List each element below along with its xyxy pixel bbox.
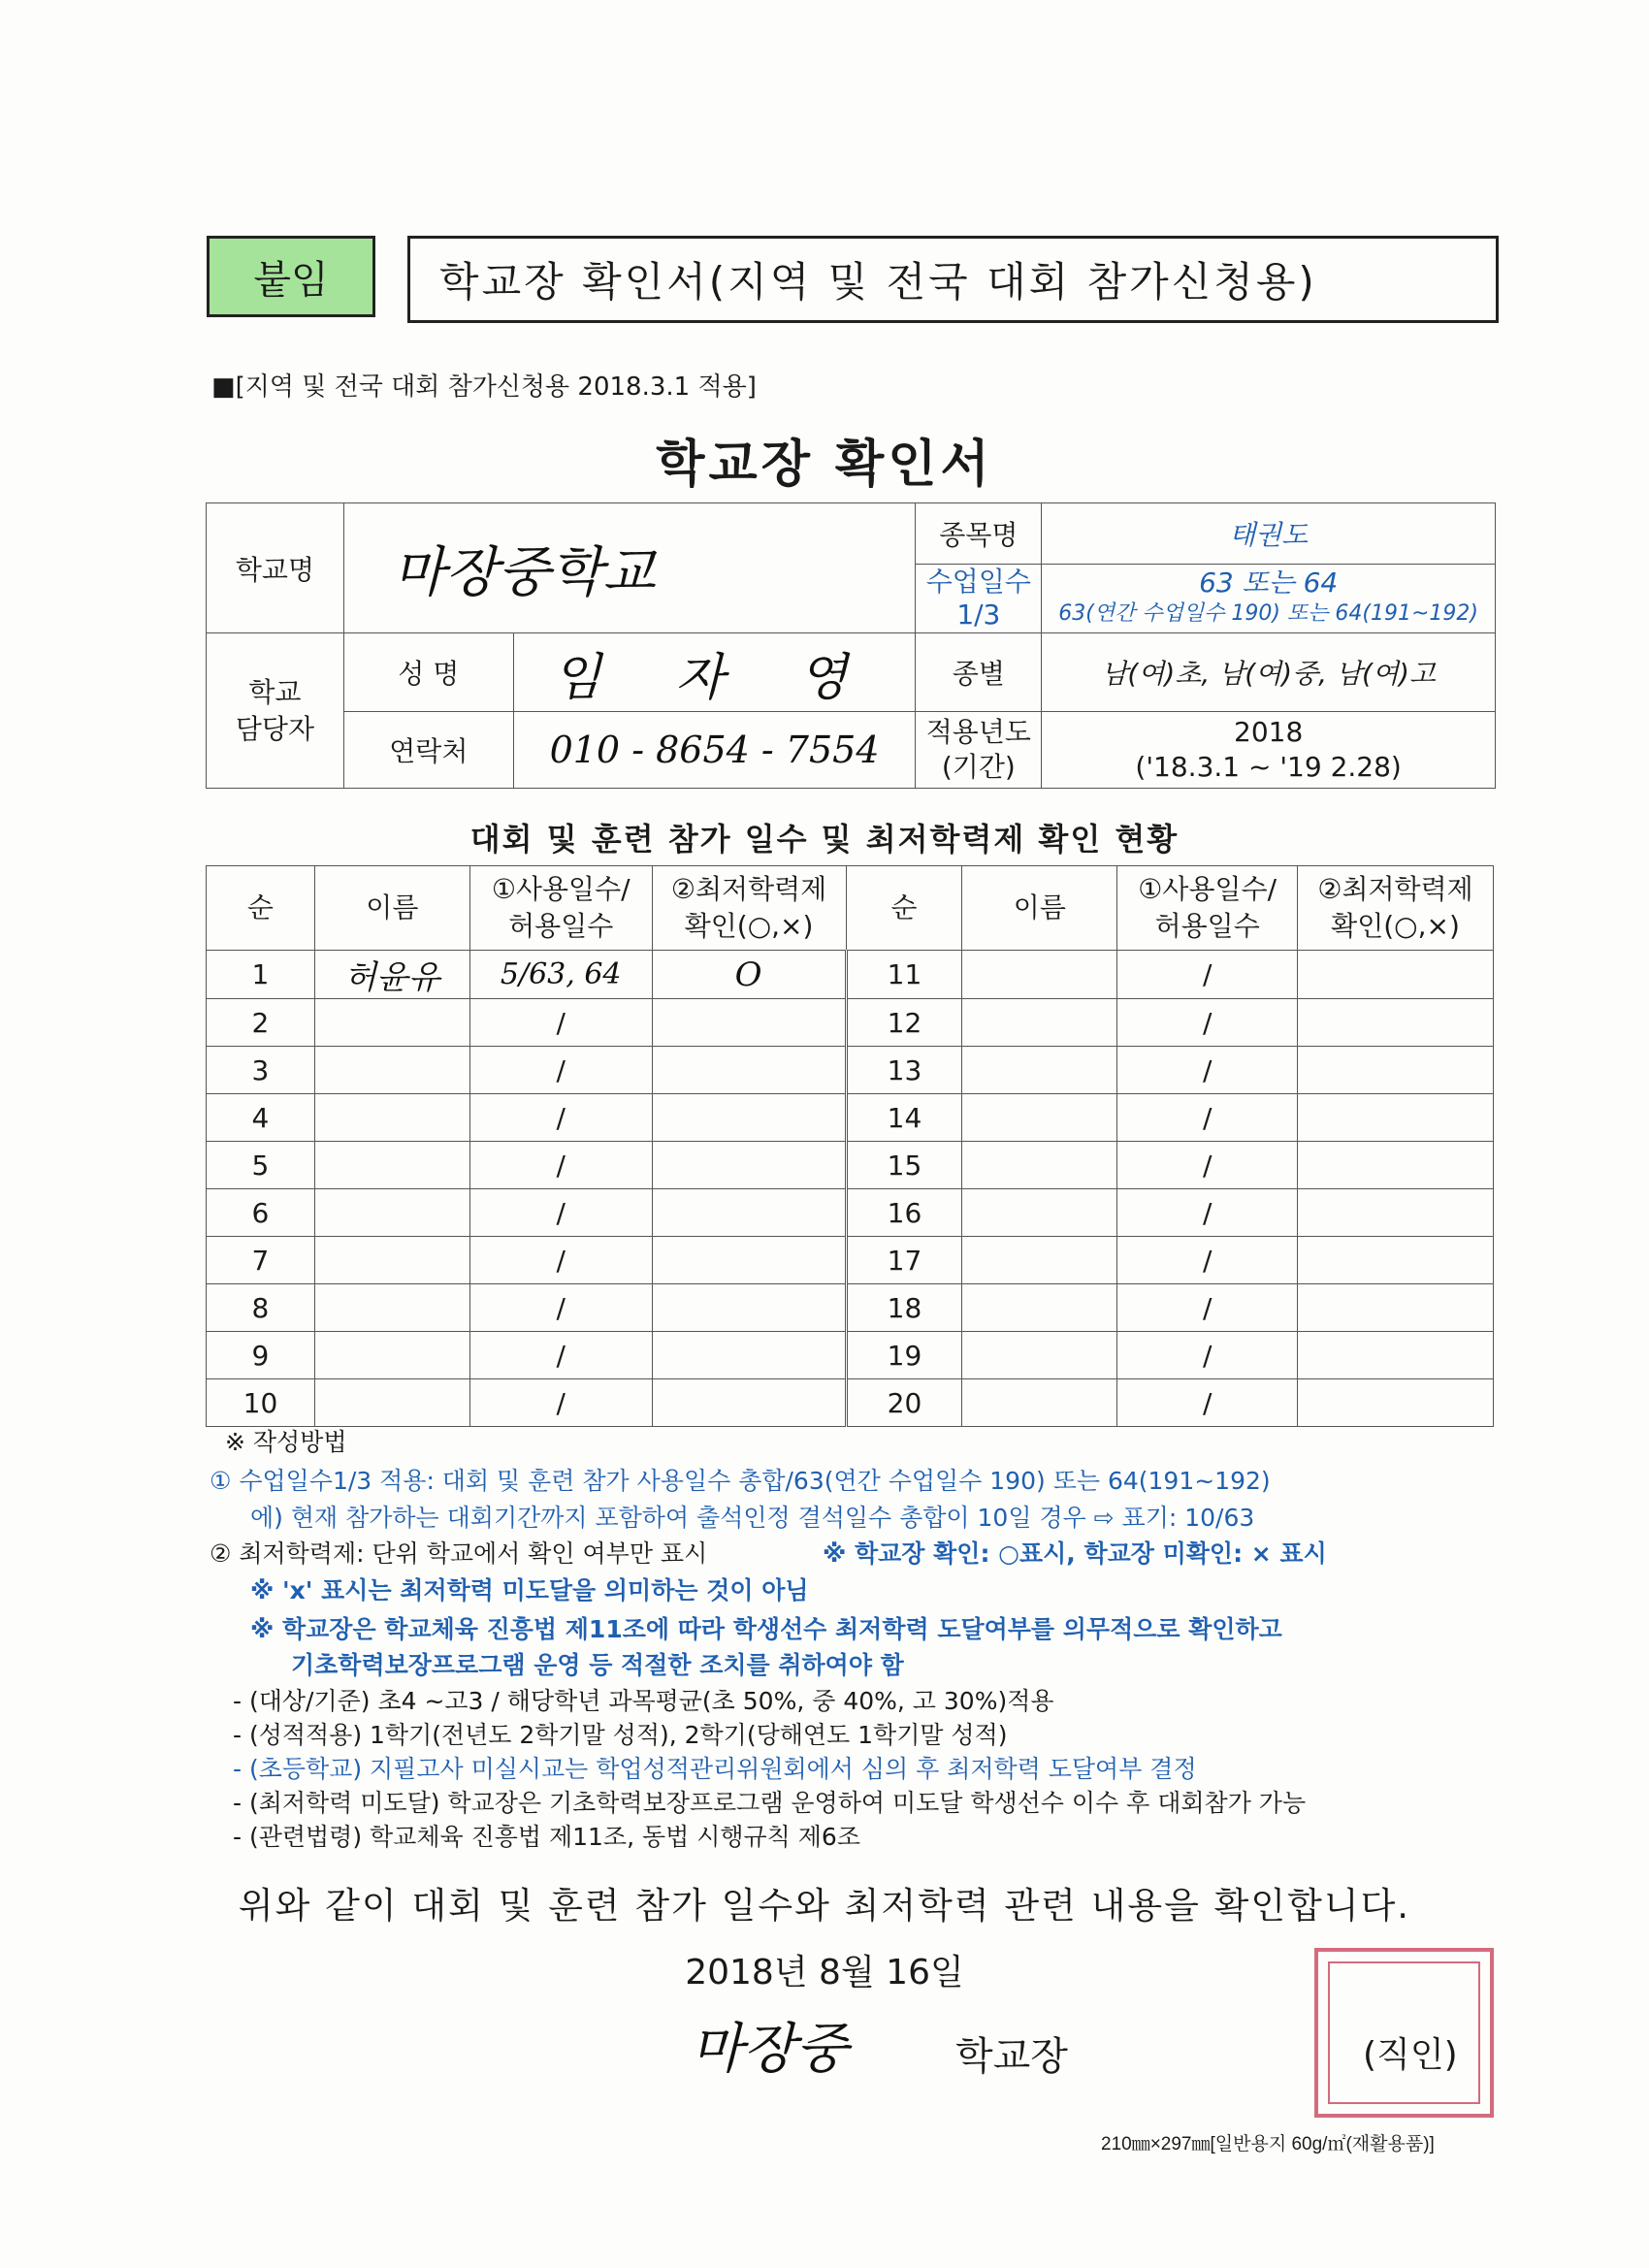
col-days-2-line1: ①사용일수/ [1138, 873, 1277, 905]
note-detail-3: - (초등학교) 지필고사 미실시교는 학업성적관리위원회에서 심의 후 최저학력 도달여부 결정 [233, 1755, 1197, 1783]
col-check-2-line2: 확인(○,×) [1331, 910, 1460, 942]
staff-name-value: 임 자 영 [513, 633, 916, 712]
col-days-2 [1117, 866, 1298, 951]
contact-label: 연락처 [343, 712, 513, 789]
row-name: 허윤유 [314, 951, 469, 999]
sport-label: 종목명 [916, 503, 1042, 565]
note-detail-4: - (최저학력 미도달) 학교장은 기초학력보장프로그램 운영하여 미도달 학생선수 이수 후 대회참가 가능 [233, 1789, 1307, 1817]
row-no: 2 [207, 999, 315, 1047]
row-check-2 [1298, 1237, 1494, 1284]
row-check [652, 1094, 846, 1142]
paper-spec: 210㎜×297㎜[일반용지 60g/㎡(재활용품)] [1101, 2134, 1435, 2155]
col-check-2 [1298, 866, 1494, 951]
table-row [207, 1379, 1494, 1427]
col-days-2-line2: 허용일수 [1154, 910, 1260, 942]
row-days: / [469, 1189, 652, 1237]
row-no-2: 13 [846, 1047, 962, 1094]
col-check-2-line1: ②최저학력제 [1317, 873, 1473, 905]
row-days: / [469, 1379, 652, 1427]
row-check-2 [1298, 1332, 1494, 1379]
school-name-value: 마장중학교 [343, 503, 916, 633]
row-days: / [469, 1237, 652, 1284]
row-name-2 [962, 999, 1117, 1047]
seal-label: (직인) [1363, 2035, 1458, 2075]
note-detail-2: - (성적적용) 1학기(전년도 2학기말 성적), 2학기(당해연도 1학기말 성적) [233, 1721, 1008, 1749]
note-detail-1: - (대상/기준) 초4 ~고3 / 해당학년 과목평균(초 50%, 중 40%, 고 30%)적용 [233, 1687, 1054, 1715]
note-3: ※ 'x' 표시는 최저학력 미도달을 의미하는 것이 아님 [250, 1576, 809, 1604]
row-days-2: / [1117, 1047, 1298, 1094]
row-name-2 [962, 1189, 1117, 1237]
row-days: / [469, 1332, 652, 1379]
table-row [207, 999, 1494, 1047]
note-2b: ※ 학교장 확인: ○표시, 학교장 미확인: × 표시 [823, 1539, 1327, 1568]
table-row [207, 951, 1494, 999]
notes-heading: ※ 작성방법 [225, 1428, 347, 1456]
category-label: 종별 [916, 633, 1042, 712]
row-no-2: 20 [846, 1379, 962, 1427]
year-label-period: (기간) [941, 751, 1016, 783]
note-1a: ① 수업일수1/3 적용: 대회 및 훈련 참가 사용일수 총합/63(연간 수업일수 190) 또는 64(191~192) [210, 1467, 1271, 1495]
row-check-2 [1298, 1284, 1494, 1332]
row-check [652, 1142, 846, 1189]
signing-date: 2018년 8월 16일 [685, 1953, 964, 1993]
status-table [206, 865, 1494, 1427]
row-name-2 [962, 1142, 1117, 1189]
table-row [207, 1047, 1494, 1094]
school-days-label-text: 수업일수 [925, 566, 1031, 598]
row-name-2 [962, 1094, 1117, 1142]
row-days-2: / [1117, 999, 1298, 1047]
row-no-2: 16 [846, 1189, 962, 1237]
document-header-title: 학교장 확인서(지역 및 전국 대회 참가신청용) [407, 236, 1499, 323]
row-name-2 [962, 1332, 1117, 1379]
col-days [469, 866, 652, 951]
row-check-2 [1298, 1047, 1494, 1094]
year-value [1042, 712, 1496, 789]
row-days-2: / [1117, 1189, 1298, 1237]
row-days: 5/63, 64 [469, 951, 652, 999]
table-row [207, 1094, 1494, 1142]
school-days-fraction: 1/3 [956, 599, 1001, 631]
row-name-2 [962, 1379, 1117, 1427]
name-label: 성 명 [343, 633, 513, 712]
row-days-2: / [1117, 1379, 1298, 1427]
row-days-2: / [1117, 1237, 1298, 1284]
row-no-2: 19 [846, 1332, 962, 1379]
col-check-line2: 확인(○,×) [684, 910, 814, 942]
school-label: 학교명 [207, 503, 344, 633]
row-days: / [469, 1094, 652, 1142]
row-no: 6 [207, 1189, 315, 1237]
row-name [314, 1237, 469, 1284]
row-days-2: / [1117, 951, 1298, 999]
contact-value: 010 - 8654 - 7554 [513, 712, 916, 789]
row-check [652, 1379, 846, 1427]
note-4b: 기초학력보장프로그램 운영 등 적절한 조치를 취하여야 함 [291, 1651, 904, 1679]
col-days-line1: ①사용일수/ [491, 873, 630, 905]
row-no: 9 [207, 1332, 315, 1379]
staff-label [207, 633, 344, 789]
row-check [652, 1332, 846, 1379]
row-name [314, 1332, 469, 1379]
row-days-2: / [1117, 1094, 1298, 1142]
year-period-text: ('18.3.1 ~ '19 2.28) [1135, 751, 1402, 783]
row-name [314, 1284, 469, 1332]
table-row [207, 1189, 1494, 1237]
row-no-2: 15 [846, 1142, 962, 1189]
row-days: / [469, 1284, 652, 1332]
school-signature: 마장중 [691, 2018, 849, 2081]
col-check [652, 866, 846, 951]
year-label-text: 적용년도 [925, 716, 1031, 748]
row-no-2: 12 [846, 999, 962, 1047]
staff-label-line2: 담당자 [235, 712, 315, 745]
row-no: 5 [207, 1142, 315, 1189]
row-check [652, 1237, 846, 1284]
row-check-2 [1298, 951, 1494, 999]
col-no: 순 [207, 866, 315, 951]
row-no-2: 11 [846, 951, 962, 999]
status-section-title: 대회 및 훈련 참가 일수 및 최저학력제 확인 현황 [469, 821, 1180, 858]
school-days-value [1042, 565, 1496, 633]
school-days-option: 63 또는 64 [1199, 567, 1339, 599]
note-2a: ② 최저학력제: 단위 학교에서 확인 여부만 표시 [210, 1539, 708, 1568]
row-name [314, 1189, 469, 1237]
note-1b: 에) 현재 참가하는 대회기간까지 포함하여 출석인정 결석일수 총합이 10일 경우 ⇨ 표기: 10/63 [250, 1504, 1255, 1532]
status-header-row [207, 866, 1494, 951]
confirmation-statement: 위와 같이 대회 및 훈련 참가 일수와 최저학력 관련 내용을 확인합니다. [238, 1885, 1411, 1927]
row-days-2: / [1117, 1332, 1298, 1379]
row-no: 8 [207, 1284, 315, 1332]
row-check: O [652, 951, 846, 999]
row-no-2: 17 [846, 1237, 962, 1284]
row-name [314, 1094, 469, 1142]
row-check-2 [1298, 1189, 1494, 1237]
info-table [206, 502, 1496, 789]
table-row [207, 1142, 1494, 1189]
row-check-2 [1298, 1094, 1494, 1142]
row-check-2 [1298, 1379, 1494, 1427]
row-check [652, 999, 846, 1047]
row-days: / [469, 999, 652, 1047]
row-check [652, 1047, 846, 1094]
category-value: 남(여)초, 남(여)중, 남(여)고 [1042, 633, 1496, 712]
row-check [652, 1284, 846, 1332]
col-days-line2: 허용일수 [508, 910, 614, 942]
table-row [207, 1237, 1494, 1284]
row-days: / [469, 1047, 652, 1094]
row-no-2: 18 [846, 1284, 962, 1332]
row-no: 3 [207, 1047, 315, 1094]
row-name-2 [962, 1237, 1117, 1284]
table-row [207, 1284, 1494, 1332]
row-no-2: 14 [846, 1094, 962, 1142]
school-days-label [916, 565, 1042, 633]
principal-label: 학교장 [955, 2034, 1068, 2079]
row-days: / [469, 1142, 652, 1189]
col-check-line1: ②최저학력제 [670, 873, 827, 905]
row-no: 1 [207, 951, 315, 999]
school-days-note: 63(연간 수업일수 190) 또는 64(191~192) [1058, 601, 1478, 626]
table-row [207, 1332, 1494, 1379]
col-name: 이름 [314, 866, 469, 951]
col-no-2: 순 [846, 866, 962, 951]
row-days-2: / [1117, 1142, 1298, 1189]
sport-value: 태권도 [1042, 503, 1496, 565]
row-check-2 [1298, 1142, 1494, 1189]
row-no: 4 [207, 1094, 315, 1142]
row-name [314, 1379, 469, 1427]
page-title: 학교장 확인서 [656, 436, 993, 494]
row-name [314, 1142, 469, 1189]
row-name-2 [962, 1047, 1117, 1094]
row-check-2 [1298, 999, 1494, 1047]
year-value-text: 2018 [1234, 716, 1304, 748]
row-name-2 [962, 951, 1117, 999]
row-days-2: / [1117, 1284, 1298, 1332]
attachment-tag: 붙임 [207, 236, 375, 317]
year-label [916, 712, 1042, 789]
row-name [314, 1047, 469, 1094]
staff-label-line1: 학교 [248, 675, 302, 708]
note-4a: ※ 학교장은 학교체육 진흥법 제11조에 따라 학생선수 최저학력 도달여부를 의무적으로 확인하고 [250, 1615, 1282, 1643]
row-name-2 [962, 1284, 1117, 1332]
form-subtitle: ■[지역 및 전국 대회 참가신청용 2018.3.1 적용] [211, 373, 757, 402]
row-no: 7 [207, 1237, 315, 1284]
row-no: 10 [207, 1379, 315, 1427]
row-check [652, 1189, 846, 1237]
note-detail-5: - (관련법령) 학교체육 진흥법 제11조, 동법 시행규칙 제6조 [233, 1823, 860, 1851]
col-name-2: 이름 [962, 866, 1117, 951]
row-name [314, 999, 469, 1047]
